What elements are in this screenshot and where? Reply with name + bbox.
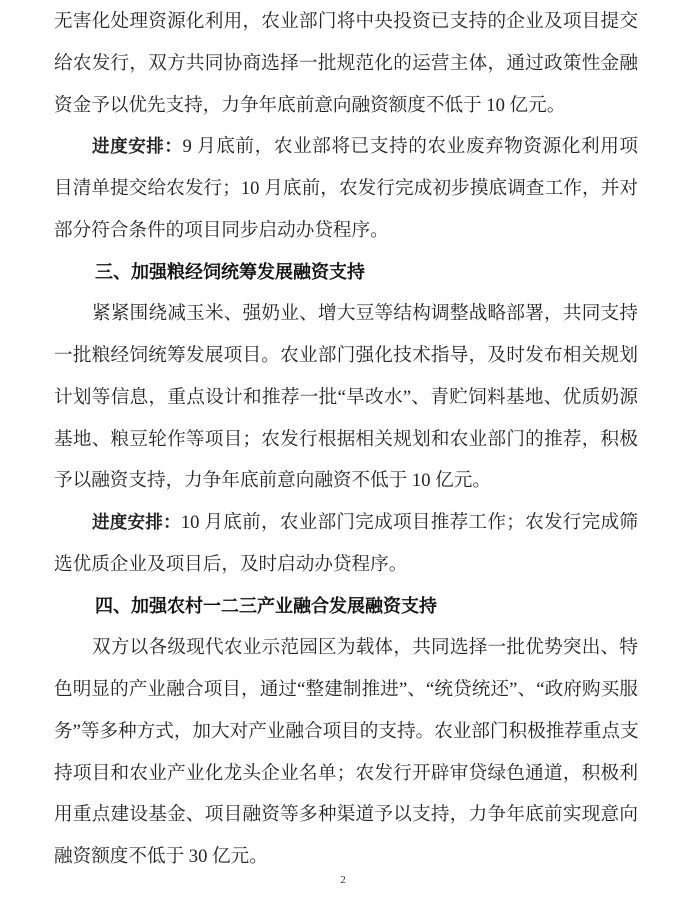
line-text: 选优质企业及项目后，及时启动办贷程序。 [54, 553, 408, 575]
text-line [54, 843, 638, 871]
line-text: 紧紧围绕减玉米、强奶业、增大豆等结构调整战略部署，共同支持 [92, 303, 638, 325]
schedule-label: 进度安排： [92, 513, 181, 533]
text-line [54, 426, 638, 454]
line-text: 一批粮经饲统筹发展项目。农业部门强化技术指导，及时发布相关规划 [54, 345, 638, 366]
schedule-label: 进度安排： [92, 137, 183, 158]
text-line [54, 50, 638, 78]
section-heading [95, 259, 365, 287]
text-line [92, 300, 638, 328]
line-text: 持项目和农业产业化龙头企业名单；农发行开辟审贷绿色通道，积极利 [54, 762, 638, 784]
text-line [54, 676, 638, 704]
line-text: 融资额度不低于 30 亿元。 [54, 846, 268, 867]
line-text: 务”等多种方式，加大对产业融合项目的支持。农业部门积极推荐重点支 [54, 720, 639, 742]
text-line [54, 384, 638, 412]
line-text: 四、加强农村一二三产业融合发展融资支持 [95, 595, 437, 617]
line-text: 予以融资支持，力争年底前意向融资不低于 10 亿元。 [54, 470, 491, 492]
line-text: 双方以各级现代农业示范园区为载体，共同选择一批优势突出、特 [92, 637, 638, 659]
line-text: 计划等信息，重点设计和推荐一批“旱改水”、青贮饲料基地、优质奶源 [54, 386, 638, 408]
line-text: 部分符合条件的项目同步启动办贷程序。 [54, 219, 389, 241]
text-line [54, 467, 638, 495]
text-line [54, 551, 638, 579]
text-line [54, 342, 638, 370]
text-line [54, 760, 638, 788]
line-text: 目清单提交给农发行；10 月底前，农发行完成初步摸底调查工作，并对 [54, 178, 638, 199]
text-line [54, 718, 638, 746]
text-line [54, 801, 638, 829]
line-text: 用重点建设基金、项目融资等多种渠道予以支持，力争年底前实现意向 [54, 804, 638, 826]
page-number: 2 [340, 874, 346, 886]
line-text: 色明显的产业融合项目，通过“整建制推进”、“统贷统还”、“政府购买服 [54, 679, 638, 700]
text-line [92, 133, 638, 161]
line-text: 三、加强粮经饲统筹发展融资支持 [95, 261, 365, 283]
section-heading [95, 593, 437, 621]
line-text: 资金予以优先支持，力争年底前意向融资额度不低于 10 亿元。 [54, 94, 566, 116]
line-text: 给农发行，双方共同协商选择一批规范化的运营主体，通过政策性金融 [54, 52, 638, 74]
text-line [54, 175, 638, 203]
text-line [54, 92, 638, 120]
text-line [54, 217, 638, 245]
text-line [92, 634, 638, 662]
line-text: 无害化处理资源化利用，农业部门将中央投资已支持的企业及项目提交 [54, 11, 638, 32]
line-text: 9 月底前，农业部将已支持的农业废弃物资源化利用项 [182, 136, 639, 158]
line-text: 基地、粮豆轮作等项目；农发行根据相关规划和农业部门的推荐，积极 [54, 428, 638, 450]
line-text: 10 月底前，农业部门完成项目推荐工作；农发行完成筛 [180, 512, 638, 533]
text-line [92, 509, 638, 537]
text-line [54, 8, 638, 36]
